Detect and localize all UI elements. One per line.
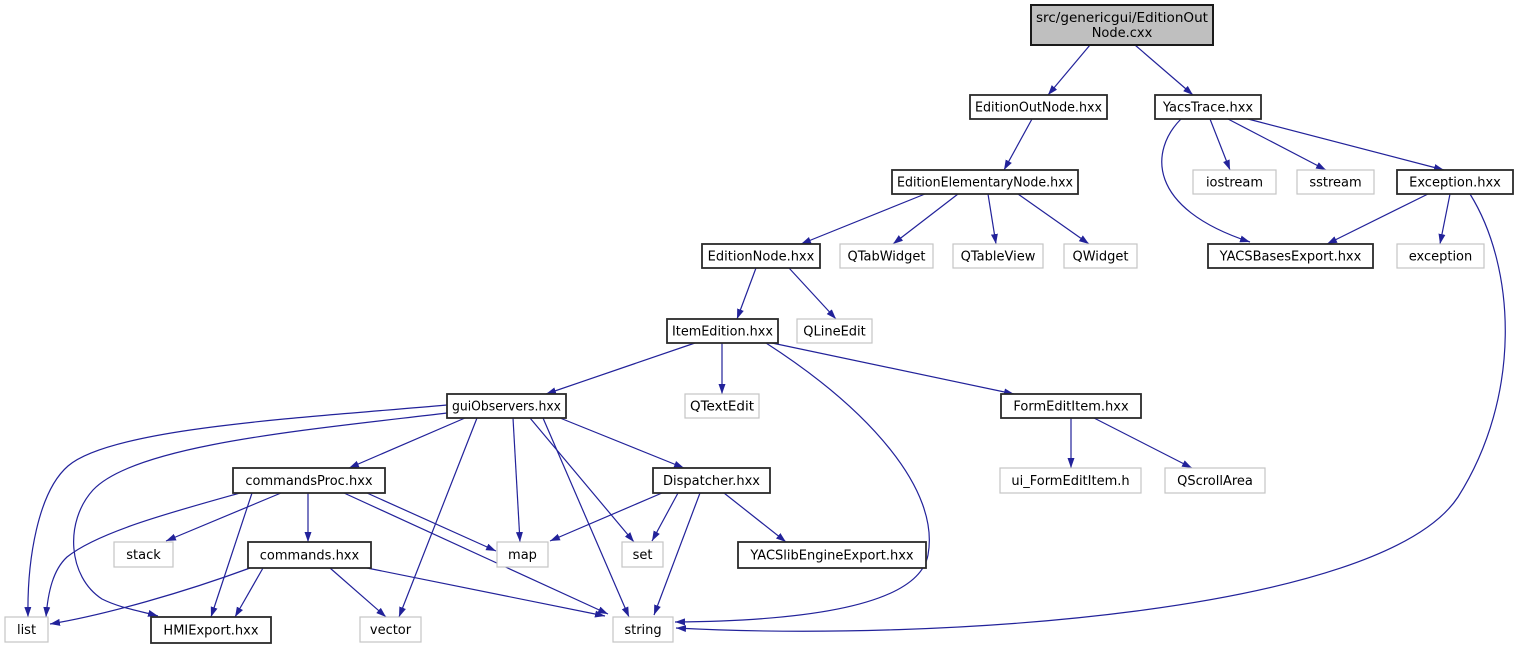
edge-guiobservers-hxx-to-string bbox=[543, 418, 629, 617]
node-formedititem-hxx[interactable] bbox=[1001, 394, 1141, 418]
node-sstream bbox=[1297, 170, 1374, 194]
node-hmiexport-hxx[interactable] bbox=[151, 617, 271, 643]
node-label-editionoutnode-hxx: EditionOutNode.hxx bbox=[975, 100, 1103, 116]
node-qlineedit bbox=[797, 319, 872, 343]
node-label-set: set bbox=[632, 548, 653, 563]
edge-editionelementarynode-hxx-to-qwidget bbox=[1018, 194, 1089, 244]
node-vector bbox=[360, 617, 421, 642]
node-string bbox=[613, 617, 673, 642]
node-label-hmiexport-hxx: HMIExport.hxx bbox=[163, 623, 259, 639]
node-list bbox=[5, 617, 48, 642]
node-src-genericgui-editionoutnode-cxx bbox=[1031, 5, 1213, 45]
node-exception-hxx[interactable] bbox=[1397, 170, 1513, 194]
edge-exception-hxx-to-yacsbasesexport-hxx bbox=[1327, 194, 1428, 244]
edge-commands-hxx-to-vector bbox=[330, 568, 386, 617]
node-guiobservers-hxx[interactable] bbox=[447, 394, 566, 418]
node-label-yacslibengineexport-hxx: YACSlibEngineExport.hxx bbox=[750, 548, 914, 564]
node-editionoutnode-hxx[interactable] bbox=[970, 95, 1107, 119]
edge-editionoutnode-hxx-to-editionelementarynode-hxx bbox=[1004, 119, 1032, 170]
edge-guiobservers-hxx-to-set bbox=[530, 418, 634, 542]
node-label-dispatcher-hxx: Dispatcher.hxx bbox=[662, 474, 761, 489]
node-qtabwidget bbox=[840, 244, 933, 268]
edge-guiobservers-hxx-to-map bbox=[513, 418, 520, 542]
node-label-commandsproc-hxx: commandsProc.hxx bbox=[245, 474, 373, 489]
node-yacstrace-hxx[interactable] bbox=[1155, 95, 1261, 119]
node-yacsbasesexport-hxx[interactable] bbox=[1208, 244, 1373, 268]
node-editionnode-hxx[interactable] bbox=[702, 244, 820, 268]
node-label-formedititem-hxx: FormEditItem.hxx bbox=[1013, 399, 1129, 415]
edge-guiobservers-hxx-to-vector bbox=[399, 418, 477, 617]
node-stack bbox=[114, 542, 173, 567]
node-label-editionnode-hxx: EditionNode.hxx bbox=[707, 249, 815, 265]
node-label-editionelementarynode-hxx: EditionElementaryNode.hxx bbox=[897, 175, 1074, 191]
node-label-string: string bbox=[624, 623, 662, 638]
node-map bbox=[497, 542, 548, 567]
node-dispatcher-hxx[interactable] bbox=[653, 468, 770, 493]
node-qwidget bbox=[1064, 244, 1137, 268]
node-label-exception-hxx: Exception.hxx bbox=[1409, 175, 1501, 191]
node-label-qwidget: QWidget bbox=[1072, 249, 1129, 265]
node-label-sstream: sstream bbox=[1309, 175, 1362, 191]
edge-src-genericgui-editionoutnode-cxx-to-editionoutnode-hxx bbox=[1048, 45, 1090, 95]
node-label-qtextedit: QTextEdit bbox=[690, 399, 754, 415]
node-label-yacstrace-hxx: YacsTrace.hxx bbox=[1162, 100, 1254, 116]
edge-commands-hxx-to-list bbox=[50, 568, 250, 624]
edge-editionelementarynode-hxx-to-qtabwidget bbox=[893, 194, 958, 244]
edge-itemedition-hxx-to-formedititem-hxx bbox=[772, 343, 1014, 394]
node-label-exception: exception bbox=[1408, 249, 1473, 265]
node-label-src-genericgui-editionoutnode-cxx: src/genericgui/EditionOut Node.cxx bbox=[1036, 11, 1208, 41]
node-label-itemedition-hxx: ItemEdition.hxx bbox=[672, 324, 774, 340]
node-ui-formedititem-h bbox=[1000, 468, 1141, 493]
edge-commandsproc-hxx-to-stack bbox=[166, 493, 281, 541]
edge-src-genericgui-editionoutnode-cxx-to-yacstrace-hxx bbox=[1135, 45, 1193, 95]
edge-editionelementarynode-hxx-to-qtableview bbox=[988, 194, 996, 244]
node-label-commands-hxx: commands.hxx bbox=[259, 548, 360, 564]
node-editionelementarynode-hxx[interactable] bbox=[892, 170, 1078, 194]
node-label-stack: stack bbox=[126, 548, 161, 563]
node-label-iostream: iostream bbox=[1205, 175, 1264, 191]
node-label-qscrollarea: QScrollArea bbox=[1177, 474, 1253, 489]
node-qscrollarea bbox=[1165, 468, 1265, 493]
node-label-map: map bbox=[508, 548, 537, 563]
edge-commandsproc-hxx-to-map bbox=[367, 493, 496, 551]
node-set bbox=[622, 542, 663, 567]
node-iostream bbox=[1193, 170, 1276, 194]
nodes-layer bbox=[5, 5, 1513, 643]
node-qtableview bbox=[953, 244, 1043, 268]
node-label-list: list bbox=[16, 623, 37, 638]
edge-dispatcher-hxx-to-set bbox=[652, 493, 678, 541]
edge-editionnode-hxx-to-qlineedit bbox=[789, 268, 836, 319]
node-label-qtableview: QTableView bbox=[960, 249, 1036, 265]
node-yacslibengineexport-hxx[interactable] bbox=[738, 542, 926, 568]
node-exception bbox=[1397, 244, 1484, 268]
node-label-qlineedit: QLineEdit bbox=[803, 324, 866, 340]
node-label-yacsbasesexport-hxx: YACSBasesExport.hxx bbox=[1219, 249, 1362, 265]
node-commandsproc-hxx[interactable] bbox=[233, 468, 385, 493]
edge-dispatcher-hxx-to-map bbox=[550, 493, 662, 541]
node-commands-hxx[interactable] bbox=[248, 542, 371, 568]
node-label-qtabwidget: QTabWidget bbox=[847, 249, 926, 265]
edge-itemedition-hxx-to-guiobservers-hxx bbox=[546, 343, 695, 394]
node-label-ui-formedititem-h: ui_FormEditItem.h bbox=[1011, 474, 1130, 489]
edge-guiobservers-hxx-to-commandsproc-hxx bbox=[349, 418, 465, 468]
edge-editionelementarynode-hxx-to-editionnode-hxx bbox=[801, 194, 925, 244]
edge-commandsproc-hxx-to-string bbox=[344, 493, 608, 614]
edge-editionnode-hxx-to-itemedition-hxx bbox=[737, 268, 756, 319]
edge-commands-hxx-to-hmiexport-hxx bbox=[235, 568, 263, 617]
edge-formedititem-hxx-to-qscrollarea bbox=[1094, 418, 1192, 468]
edge-exception-hxx-to-exception bbox=[1440, 194, 1450, 244]
node-qtextedit bbox=[685, 394, 759, 418]
node-itemedition-hxx[interactable] bbox=[667, 319, 778, 343]
edge-dispatcher-hxx-to-yacslibengineexport-hxx bbox=[724, 493, 786, 542]
edge-guiobservers-hxx-to-dispatcher-hxx bbox=[560, 418, 684, 468]
node-label-vector: vector bbox=[369, 623, 412, 638]
node-label-guiobservers-hxx: guiObservers.hxx bbox=[452, 399, 562, 415]
edge-yacstrace-hxx-to-iostream bbox=[1210, 119, 1230, 170]
